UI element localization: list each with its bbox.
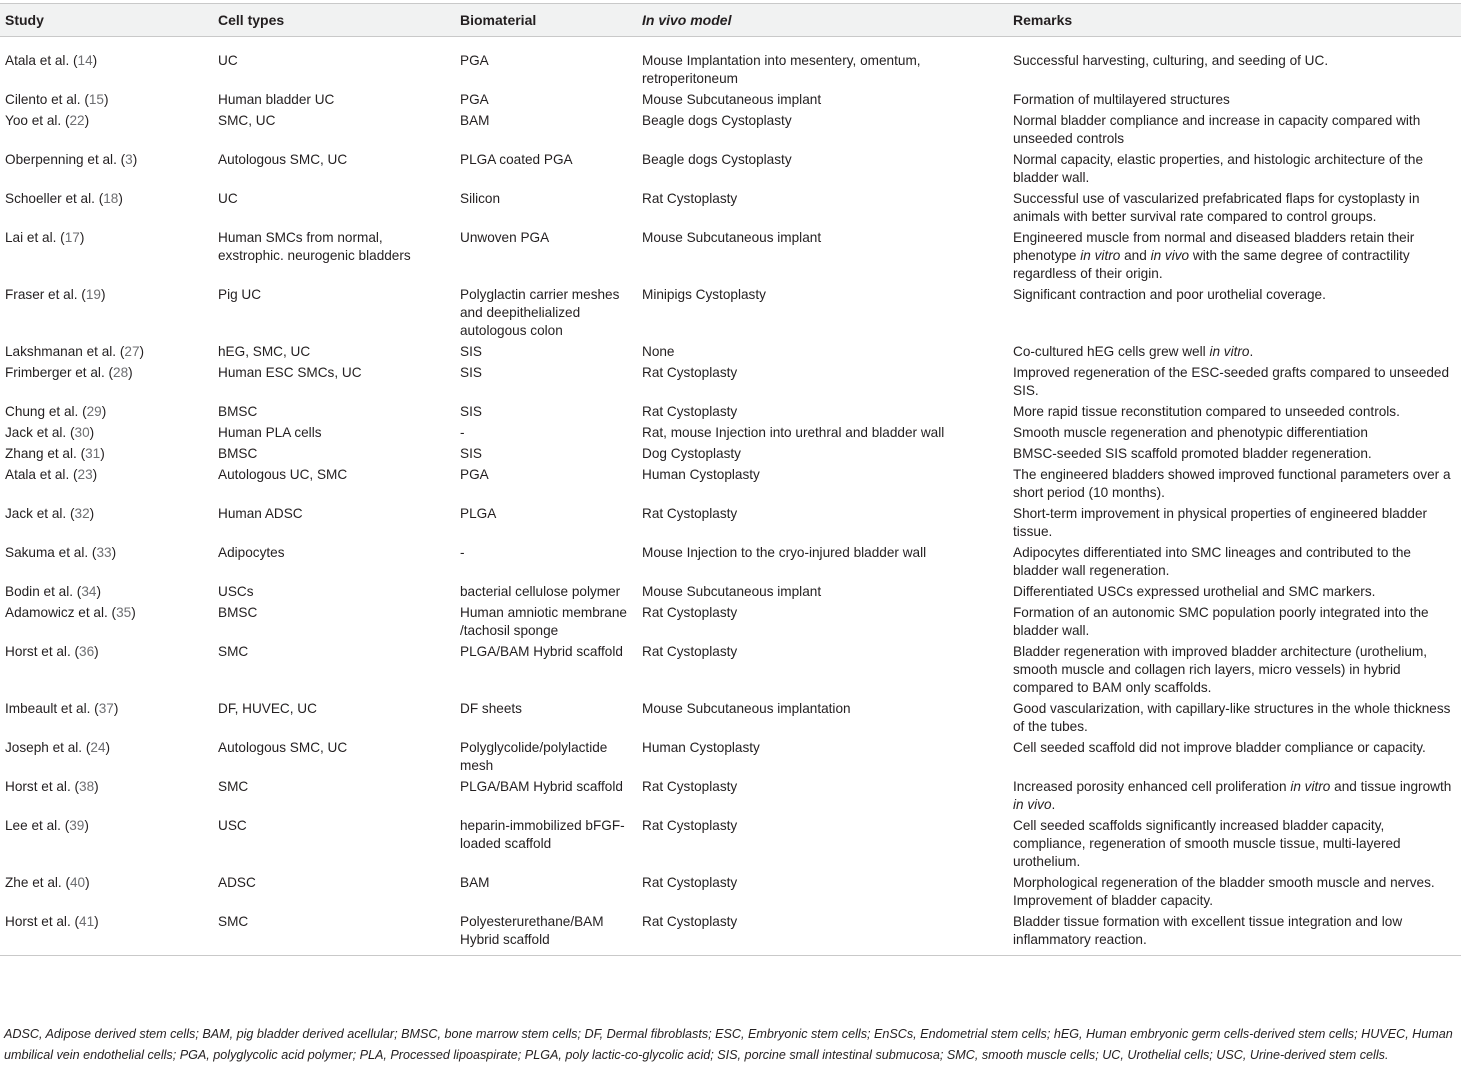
- reference-number: 23: [77, 467, 93, 482]
- study-cell: Zhang et al. (31): [5, 446, 105, 461]
- biomaterial-cell: PLGA/BAM Hybrid scaffold: [460, 779, 623, 794]
- remarks-cell: Morphological regeneration of the bladder smooth muscle and nerves. Improvement of bladder capacity.: [1013, 875, 1435, 908]
- reference-number: 15: [88, 92, 104, 107]
- table-row: [0, 816, 1461, 873]
- remarks-cell: Cell seeded scaffolds significantly increased bladder capacity, compliance, regeneration of smooth muscle tissue, multi-layered urothelium.: [1013, 818, 1401, 869]
- table-row: [0, 444, 1461, 465]
- table-header: [0, 4, 1461, 37]
- study-cell: Frimberger et al. (28): [5, 365, 133, 380]
- table-row: [0, 738, 1461, 777]
- biomaterial-cell: Unwoven PGA: [460, 230, 550, 245]
- remarks-cell: Normal bladder compliance and increase in capacity compared with unseeded controls: [1013, 113, 1421, 146]
- biomaterial-cell: PLGA coated PGA: [460, 152, 573, 167]
- header-study: Study: [0, 4, 213, 37]
- remarks-cell: Bladder regeneration with improved bladder architecture (urothelium, smooth muscle and collagen rich layers, micro vessels) in hybrid compared to BAM only scaffolds.: [1013, 644, 1428, 695]
- biomaterial-cell: SIS: [460, 404, 482, 419]
- study-cell: Oberpenning et al. (3): [5, 152, 138, 167]
- cell-types-cell: Autologous SMC, UC: [218, 152, 348, 167]
- study-cell: Cilento et al. (15): [5, 92, 109, 107]
- remarks-cell: Short-term improvement in physical properties of engineered bladder tissue.: [1013, 506, 1428, 539]
- header-biomaterial: Biomaterial: [455, 4, 637, 37]
- cell-types-cell: SMC: [213, 912, 455, 956]
- cell-types-cell: UC: [218, 191, 238, 206]
- table-row: [0, 37, 1461, 91]
- biomaterial-cell: PLGA/BAM Hybrid scaffold: [460, 644, 623, 659]
- cell-types-cell: Pig UC: [218, 287, 262, 302]
- cell-types-cell: BMSC: [218, 446, 258, 461]
- table-row: [0, 342, 1461, 363]
- table-row: [0, 189, 1461, 228]
- cell-types-cell: Autologous SMC, UC: [218, 740, 348, 755]
- study-author: Horst et al.: [5, 914, 71, 929]
- reference-number: 14: [77, 53, 93, 68]
- table-row: [0, 582, 1461, 603]
- study-author: Cilento et al.: [5, 92, 81, 107]
- reference-number: 17: [64, 230, 80, 245]
- study-cell: Lakshmanan et al. (27): [5, 344, 145, 359]
- study-author: Joseph et al.: [5, 740, 83, 755]
- remarks-cell: More rapid tissue reconstitution compared to unseeded controls.: [1013, 404, 1400, 419]
- remarks-cell: Significant contraction and poor urothelial coverage.: [1013, 287, 1326, 302]
- biomaterial-cell: SIS: [460, 344, 482, 359]
- reference-number: 27: [124, 344, 140, 359]
- biomaterial-cell: PGA: [460, 53, 489, 68]
- in-vivo-model-cell: Beagle dogs Cystoplasty: [642, 113, 792, 128]
- study-author: Fraser et al.: [5, 287, 78, 302]
- in-vivo-model-cell: Rat Cystoplasty: [642, 605, 738, 620]
- table-row: [0, 90, 1461, 111]
- table-row: [0, 777, 1461, 816]
- study-author: Chung et al.: [5, 404, 79, 419]
- study-author: Yoo et al.: [5, 113, 62, 128]
- remarks-cell: Successful harvesting, culturing, and seeding of UC.: [1013, 53, 1329, 68]
- reference-number: 30: [74, 425, 90, 440]
- study-author: Lee et al.: [5, 818, 61, 833]
- remarks-cell: Good vascularization, with capillary-like structures in the whole thickness of the tubes.: [1013, 701, 1451, 734]
- biomaterial-cell: -: [460, 425, 465, 440]
- reference-number: 31: [85, 446, 101, 461]
- reference-number: 39: [69, 818, 85, 833]
- in-vivo-model-cell: Beagle dogs Cystoplasty: [642, 152, 792, 167]
- reference-number: 3: [125, 152, 133, 167]
- remarks-cell: Differentiated USCs expressed urothelial and SMC markers.: [1013, 584, 1376, 599]
- study-author: Bodin et al.: [5, 584, 74, 599]
- biomaterial-cell: BAM: [460, 113, 490, 128]
- in-vivo-model-cell: Dog Cystoplasty: [642, 446, 741, 461]
- cell-types-cell: SMC: [218, 644, 249, 659]
- cell-types-cell: Human SMCs from normal, exstrophic. neurogenic bladders: [218, 230, 411, 263]
- table-row: [0, 111, 1461, 150]
- remarks-cell: Smooth muscle regeneration and phenotypic differentiation: [1013, 425, 1368, 440]
- table-row: [0, 465, 1461, 504]
- biomaterial-cell: PGA: [460, 467, 489, 482]
- reference-number: 35: [116, 605, 132, 620]
- study-author: Horst et al.: [5, 644, 71, 659]
- biomaterial-cell: DF sheets: [460, 701, 522, 716]
- table-row: [0, 402, 1461, 423]
- study-cell: Horst et al. (38): [5, 779, 99, 794]
- study-cell: Yoo et al. (22): [5, 113, 90, 128]
- study-cell: Jack et al. (32): [5, 506, 95, 521]
- biomaterial-cell: Polyglycolide/polylactide mesh: [460, 740, 608, 773]
- in-vivo-model-cell: Rat, mouse Injection into urethral and bladder wall: [642, 425, 945, 440]
- in-vivo-model-cell: Minipigs Cystoplasty: [642, 287, 766, 302]
- in-vivo-model-cell: Mouse Implantation into mesentery, omentum, retroperitoneum: [642, 53, 921, 86]
- table-row: [0, 285, 1461, 342]
- biomaterial-cell: BAM: [460, 875, 490, 890]
- reference-number: 28: [113, 365, 129, 380]
- table-row: [0, 699, 1461, 738]
- table-footnote: ADSC, Adipose derived stem cells; BAM, pig bladder derived acellular; BMSC, bone marrow stem cells; DF, Dermal fibroblasts; ESC, Embryonic stem cells; EnSCs, Endometrial stem cells; hEG, Human embryonic germ cells-derived stem cells; HUVEC, Human umbilical vein endothelial cells; PGA, polyglycolic acid polymer; PLA, Processed lipoaspirate; PLGA, poly lactic-co-glycolic acid; SIS, porcine small intestinal submucosa; SMC, smooth muscle cells; UC, Urothelial cells; USC, Urine-derived stem cells.: [4, 1027, 1453, 1062]
- remarks-cell: Engineered muscle from normal and diseased bladders retain their phenotype in vitro and in vivo with the same degree of contractility regardless of their origin.: [1013, 230, 1415, 281]
- reference-number: 19: [85, 287, 101, 302]
- study-cell: Atala et al. (14): [5, 53, 98, 68]
- biomaterial-cell: bacterial cellulose polymer: [460, 584, 621, 599]
- in-vivo-model-cell: Rat Cystoplasty: [642, 644, 738, 659]
- remarks-cell: Increased porosity enhanced cell proliferation in vitro and tissue ingrowth in vivo.: [1013, 779, 1452, 812]
- study-cell: Atala et al. (23): [5, 467, 98, 482]
- reference-number: 22: [69, 113, 85, 128]
- cell-types-cell: USC: [218, 818, 247, 833]
- cell-types-cell: SMC: [218, 779, 249, 794]
- study-cell: Horst et al. (36): [5, 644, 99, 659]
- in-vivo-model-cell: Rat Cystoplasty: [642, 404, 738, 419]
- biomaterial-cell: Polyglactin carrier meshes and deepithelialized autologous colon: [460, 287, 620, 338]
- table-row: [0, 504, 1461, 543]
- study-cell: Fraser et al. (19): [5, 287, 106, 302]
- in-vivo-model-cell: Mouse Subcutaneous implant: [642, 230, 822, 245]
- biomaterial-cell: PGA: [460, 92, 489, 107]
- biomaterial-cell: Silicon: [460, 191, 501, 206]
- reference-number: 40: [69, 875, 86, 890]
- in-vivo-model-cell: Rat Cystoplasty: [637, 912, 1008, 956]
- study-author: Adamowicz et al.: [5, 605, 108, 620]
- study-cell: Lai et al. (17): [5, 230, 85, 245]
- study-author: Schoeller et al.: [5, 191, 95, 206]
- table-row: [0, 363, 1461, 402]
- in-vivo-model-cell: Rat Cystoplasty: [642, 875, 738, 890]
- biomaterial-cell: PLGA: [460, 506, 497, 521]
- table-body: [0, 37, 1461, 956]
- remarks-cell: Co-cultured hEG cells grew well in vitro.: [1013, 344, 1254, 359]
- cell-types-cell: Human ADSC: [218, 506, 303, 521]
- remarks-cell: BMSC-seeded SIS scaffold promoted bladder regeneration.: [1013, 446, 1372, 461]
- remarks-cell: Formation of an autonomic SMC population poorly integrated into the bladder wall.: [1013, 605, 1429, 638]
- in-vivo-model-cell: Rat Cystoplasty: [642, 818, 738, 833]
- cell-types-cell: UC: [218, 53, 238, 68]
- study-cell: Sakuma et al. (33): [5, 545, 117, 560]
- studies-table: [0, 3, 1461, 956]
- cell-types-cell: Adipocytes: [218, 545, 285, 560]
- header-row: [0, 4, 1461, 37]
- cell-types-cell: SMC, UC: [218, 113, 276, 128]
- table-row: [0, 543, 1461, 582]
- biomaterial-cell: -: [460, 545, 465, 560]
- study-author: Horst et al.: [5, 779, 71, 794]
- reference-number: 36: [79, 644, 95, 659]
- reference-number: 32: [74, 506, 90, 521]
- in-vivo-model-cell: Mouse Subcutaneous implantation: [642, 701, 851, 716]
- study-author: Imbeault et al.: [5, 701, 91, 716]
- study-author: Jack et al.: [5, 506, 67, 521]
- reference-number: 29: [86, 404, 102, 419]
- biomaterial-cell: SIS: [460, 446, 482, 461]
- reference-number: 41: [79, 914, 95, 929]
- remarks-cell: Successful use of vascularized prefabricated flaps for cystoplasty in animals with better survival rate compared to control groups.: [1013, 191, 1420, 224]
- study-cell: Adamowicz et al. (35): [5, 605, 136, 620]
- in-vivo-model-cell: Human Cystoplasty: [642, 740, 760, 755]
- biomaterial-cell: heparin-immobilized bFGF-loaded scaffold: [460, 818, 625, 851]
- study-cell: Horst et al. (41): [0, 912, 213, 956]
- reference-number: 33: [96, 545, 112, 560]
- study-author: Sakuma et al.: [5, 545, 89, 560]
- study-author: Zhe et al.: [5, 875, 62, 890]
- cell-types-cell: Human ESC SMCs, UC: [218, 365, 362, 380]
- study-author: Lakshmanan et al.: [5, 344, 117, 359]
- header-cell-types: Cell types: [213, 4, 455, 37]
- table-row: [0, 423, 1461, 444]
- in-vivo-model-cell: None: [642, 344, 675, 359]
- reference-number: 38: [79, 779, 95, 794]
- cell-types-cell: Human PLA cells: [218, 425, 322, 440]
- study-cell: Chung et al. (29): [5, 404, 107, 419]
- study-cell: Imbeault et al. (37): [5, 701, 119, 716]
- table-row: [0, 228, 1461, 285]
- cell-types-cell: DF, HUVEC, UC: [218, 701, 317, 716]
- biomaterial-cell: Human amniotic membrane /tachosil sponge: [460, 605, 627, 638]
- biomaterial-cell: SIS: [460, 365, 482, 380]
- header-remarks: Remarks: [1008, 4, 1461, 37]
- remarks-cell: Improved regeneration of the ESC-seeded grafts compared to unseeded SIS.: [1013, 365, 1450, 398]
- study-cell: Joseph et al. (24): [5, 740, 111, 755]
- reference-number: 34: [81, 584, 97, 599]
- table-row: [0, 642, 1461, 699]
- remarks-cell: Formation of multilayered structures: [1013, 92, 1230, 107]
- cell-types-cell: ADSC: [218, 875, 256, 890]
- cell-types-cell: hEG, SMC, UC: [218, 344, 311, 359]
- study-cell: Lee et al. (39): [5, 818, 89, 833]
- cell-types-cell: BMSC: [218, 404, 258, 419]
- cell-types-cell: BMSC: [218, 605, 258, 620]
- in-vivo-model-cell: Mouse Subcutaneous implant: [642, 584, 822, 599]
- study-cell: Jack et al. (30): [5, 425, 95, 440]
- in-vivo-model-cell: Rat Cystoplasty: [642, 365, 738, 380]
- table-row: [0, 873, 1461, 912]
- biomaterial-cell: Polyesterurethane/BAM Hybrid scaffold: [455, 912, 637, 956]
- study-author: Jack et al.: [5, 425, 67, 440]
- cell-types-cell: Human bladder UC: [218, 92, 335, 107]
- table-row: [0, 912, 1461, 956]
- study-author: Frimberger et al.: [5, 365, 105, 380]
- study-author: Atala et al.: [5, 53, 70, 68]
- reference-number: 18: [103, 191, 119, 206]
- in-vivo-model-cell: Mouse Injection to the cryo-injured bladder wall: [642, 545, 927, 560]
- remarks-cell: Adipocytes differentiated into SMC lineages and contributed to the bladder wall regeneration.: [1013, 545, 1411, 578]
- table-row: [0, 603, 1461, 642]
- in-vivo-model-cell: Mouse Subcutaneous implant: [642, 92, 822, 107]
- reference-number: 37: [98, 701, 114, 716]
- remarks-cell: The engineered bladders showed improved functional parameters over a short period (10 months).: [1013, 467, 1451, 500]
- study-author: Zhang et al.: [5, 446, 77, 461]
- study-author: Lai et al.: [5, 230, 57, 245]
- in-vivo-model-cell: Rat Cystoplasty: [642, 779, 738, 794]
- remarks-cell: Normal capacity, elastic properties, and histologic architecture of the bladder wall.: [1013, 152, 1424, 185]
- cell-types-cell: USCs: [218, 584, 254, 599]
- header-in-vivo-model: In vivo model: [637, 4, 1008, 37]
- study-cell: Schoeller et al. (18): [5, 191, 123, 206]
- remarks-cell: Bladder tissue formation with excellent tissue integration and low inflammatory reaction.: [1008, 912, 1461, 956]
- study-author: Atala et al.: [5, 467, 70, 482]
- reference-number: 24: [90, 740, 106, 755]
- in-vivo-model-cell: Rat Cystoplasty: [642, 506, 738, 521]
- study-cell: Bodin et al. (34): [5, 584, 101, 599]
- remarks-cell: Cell seeded scaffold did not improve bladder compliance or capacity.: [1013, 740, 1426, 755]
- study-author: Oberpenning et al.: [5, 152, 117, 167]
- in-vivo-model-cell: Human Cystoplasty: [642, 467, 760, 482]
- study-cell: Zhe et al. (40): [5, 875, 90, 890]
- in-vivo-model-cell: Rat Cystoplasty: [642, 191, 738, 206]
- table-row: [0, 150, 1461, 189]
- cell-types-cell: Autologous UC, SMC: [218, 467, 348, 482]
